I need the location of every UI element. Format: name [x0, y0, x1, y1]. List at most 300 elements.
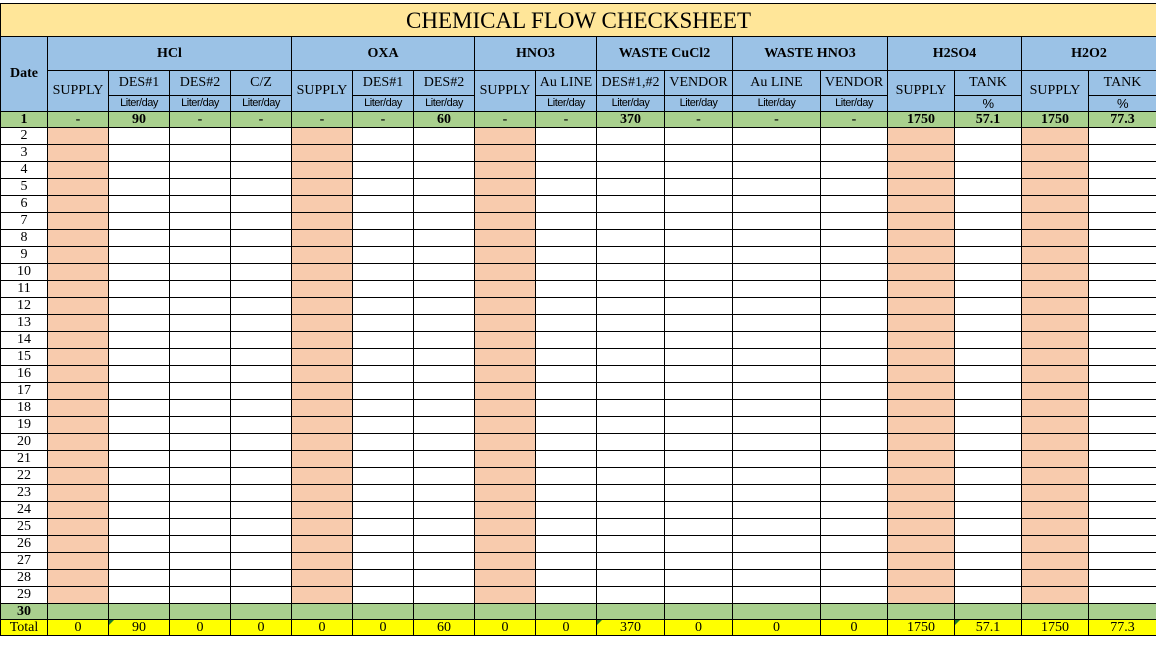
input-cell[interactable]	[414, 179, 475, 196]
supply-input-cell[interactable]	[1022, 162, 1089, 179]
input-cell[interactable]	[109, 349, 170, 366]
input-cell[interactable]	[170, 451, 231, 468]
supply-input-cell[interactable]	[475, 366, 536, 383]
input-cell[interactable]	[353, 196, 414, 213]
supply-input-cell[interactable]	[292, 502, 353, 519]
input-cell[interactable]	[536, 417, 597, 434]
input-cell[interactable]	[955, 128, 1022, 145]
supply-input-cell[interactable]	[888, 383, 955, 400]
supply-input-cell[interactable]	[1022, 502, 1089, 519]
input-cell[interactable]	[109, 298, 170, 315]
input-cell[interactable]	[733, 604, 821, 620]
supply-input-cell[interactable]	[292, 162, 353, 179]
input-cell[interactable]	[955, 536, 1022, 553]
input-cell[interactable]	[170, 604, 231, 620]
supply-input-cell[interactable]	[1022, 264, 1089, 281]
supply-input-cell[interactable]	[48, 230, 109, 247]
input-cell[interactable]	[109, 400, 170, 417]
input-cell[interactable]	[733, 349, 821, 366]
supply-input-cell[interactable]	[48, 298, 109, 315]
input-cell[interactable]	[1089, 264, 1156, 281]
input-cell[interactable]	[353, 536, 414, 553]
input-cell[interactable]	[597, 366, 665, 383]
input-cell[interactable]	[414, 128, 475, 145]
supply-input-cell[interactable]	[888, 247, 955, 264]
input-cell[interactable]	[353, 179, 414, 196]
input-cell[interactable]	[1089, 179, 1156, 196]
input-cell[interactable]	[955, 366, 1022, 383]
input-cell[interactable]	[536, 349, 597, 366]
input-cell[interactable]	[353, 570, 414, 587]
supply-input-cell[interactable]	[475, 417, 536, 434]
supply-input-cell[interactable]	[888, 196, 955, 213]
input-cell[interactable]	[109, 332, 170, 349]
input-cell[interactable]	[665, 417, 733, 434]
supply-input-cell[interactable]	[888, 366, 955, 383]
input-cell[interactable]	[733, 162, 821, 179]
input-cell[interactable]	[665, 383, 733, 400]
supply-input-cell[interactable]	[48, 519, 109, 536]
input-cell[interactable]	[597, 162, 665, 179]
input-cell[interactable]	[536, 400, 597, 417]
supply-input-cell[interactable]	[475, 536, 536, 553]
data-cell[interactable]: 1750	[1022, 112, 1089, 128]
supply-input-cell[interactable]	[1022, 536, 1089, 553]
supply-input-cell[interactable]	[1022, 281, 1089, 298]
input-cell[interactable]	[414, 468, 475, 485]
input-cell[interactable]	[231, 332, 292, 349]
supply-input-cell[interactable]	[1022, 315, 1089, 332]
input-cell[interactable]	[170, 366, 231, 383]
supply-input-cell[interactable]	[475, 298, 536, 315]
input-cell[interactable]	[170, 315, 231, 332]
supply-input-cell[interactable]	[292, 451, 353, 468]
input-cell[interactable]	[353, 247, 414, 264]
data-cell[interactable]: -	[353, 112, 414, 128]
data-cell[interactable]: -	[665, 112, 733, 128]
input-cell[interactable]	[170, 145, 231, 162]
input-cell[interactable]	[536, 145, 597, 162]
supply-input-cell[interactable]	[1022, 128, 1089, 145]
input-cell[interactable]	[955, 213, 1022, 230]
input-cell[interactable]	[665, 213, 733, 230]
input-cell[interactable]	[733, 417, 821, 434]
input-cell[interactable]	[665, 451, 733, 468]
input-cell[interactable]	[955, 349, 1022, 366]
input-cell[interactable]	[353, 230, 414, 247]
input-cell[interactable]	[1022, 604, 1089, 620]
supply-input-cell[interactable]	[48, 128, 109, 145]
input-cell[interactable]	[821, 349, 888, 366]
input-cell[interactable]	[665, 196, 733, 213]
input-cell[interactable]	[109, 230, 170, 247]
supply-input-cell[interactable]	[475, 213, 536, 230]
supply-input-cell[interactable]	[292, 213, 353, 230]
input-cell[interactable]	[821, 468, 888, 485]
supply-input-cell[interactable]	[475, 587, 536, 604]
input-cell[interactable]	[665, 434, 733, 451]
input-cell[interactable]	[733, 434, 821, 451]
supply-input-cell[interactable]	[475, 570, 536, 587]
input-cell[interactable]	[353, 213, 414, 230]
input-cell[interactable]	[1089, 451, 1156, 468]
input-cell[interactable]	[414, 145, 475, 162]
input-cell[interactable]	[821, 400, 888, 417]
input-cell[interactable]	[536, 213, 597, 230]
input-cell[interactable]	[414, 366, 475, 383]
supply-input-cell[interactable]	[1022, 247, 1089, 264]
input-cell[interactable]	[733, 298, 821, 315]
supply-input-cell[interactable]	[48, 315, 109, 332]
input-cell[interactable]	[414, 434, 475, 451]
input-cell[interactable]	[597, 417, 665, 434]
input-cell[interactable]	[536, 434, 597, 451]
input-cell[interactable]	[109, 519, 170, 536]
supply-input-cell[interactable]	[292, 417, 353, 434]
input-cell[interactable]	[955, 417, 1022, 434]
input-cell[interactable]	[353, 298, 414, 315]
input-cell[interactable]	[665, 264, 733, 281]
input-cell[interactable]	[597, 349, 665, 366]
supply-input-cell[interactable]	[48, 553, 109, 570]
supply-input-cell[interactable]	[1022, 451, 1089, 468]
input-cell[interactable]	[414, 315, 475, 332]
input-cell[interactable]	[597, 247, 665, 264]
input-cell[interactable]	[955, 434, 1022, 451]
input-cell[interactable]	[414, 570, 475, 587]
supply-input-cell[interactable]	[48, 434, 109, 451]
input-cell[interactable]	[1089, 417, 1156, 434]
input-cell[interactable]	[821, 247, 888, 264]
input-cell[interactable]	[665, 230, 733, 247]
input-cell[interactable]	[733, 383, 821, 400]
supply-input-cell[interactable]	[475, 383, 536, 400]
input-cell[interactable]	[733, 400, 821, 417]
input-cell[interactable]	[1089, 128, 1156, 145]
data-cell[interactable]: 60	[414, 112, 475, 128]
input-cell[interactable]	[597, 332, 665, 349]
input-cell[interactable]	[414, 281, 475, 298]
input-cell[interactable]	[955, 383, 1022, 400]
input-cell[interactable]	[109, 247, 170, 264]
input-cell[interactable]	[955, 485, 1022, 502]
input-cell[interactable]	[1089, 468, 1156, 485]
input-cell[interactable]	[231, 247, 292, 264]
input-cell[interactable]	[955, 587, 1022, 604]
supply-input-cell[interactable]	[48, 179, 109, 196]
supply-input-cell[interactable]	[1022, 383, 1089, 400]
input-cell[interactable]	[414, 400, 475, 417]
data-cell[interactable]: -	[475, 112, 536, 128]
data-cell[interactable]: 77.3	[1089, 112, 1156, 128]
input-cell[interactable]	[665, 162, 733, 179]
input-cell[interactable]	[1089, 145, 1156, 162]
input-cell[interactable]	[414, 383, 475, 400]
input-cell[interactable]	[1089, 434, 1156, 451]
supply-input-cell[interactable]	[292, 264, 353, 281]
input-cell[interactable]	[597, 587, 665, 604]
input-cell[interactable]	[414, 451, 475, 468]
input-cell[interactable]	[821, 434, 888, 451]
supply-input-cell[interactable]	[1022, 570, 1089, 587]
input-cell[interactable]	[353, 162, 414, 179]
input-cell[interactable]	[109, 587, 170, 604]
input-cell[interactable]	[170, 400, 231, 417]
input-cell[interactable]	[665, 179, 733, 196]
input-cell[interactable]	[733, 451, 821, 468]
input-cell[interactable]	[170, 383, 231, 400]
input-cell[interactable]	[109, 451, 170, 468]
input-cell[interactable]	[170, 553, 231, 570]
supply-input-cell[interactable]	[292, 468, 353, 485]
input-cell[interactable]	[414, 196, 475, 213]
data-cell[interactable]: 90	[109, 112, 170, 128]
supply-input-cell[interactable]	[888, 298, 955, 315]
input-cell[interactable]	[1089, 366, 1156, 383]
input-cell[interactable]	[1089, 570, 1156, 587]
input-cell[interactable]	[597, 553, 665, 570]
input-cell[interactable]	[231, 468, 292, 485]
supply-input-cell[interactable]	[888, 587, 955, 604]
supply-input-cell[interactable]	[888, 451, 955, 468]
input-cell[interactable]	[353, 553, 414, 570]
input-cell[interactable]	[597, 213, 665, 230]
supply-input-cell[interactable]	[888, 128, 955, 145]
supply-input-cell[interactable]	[888, 213, 955, 230]
supply-input-cell[interactable]	[48, 247, 109, 264]
input-cell[interactable]	[665, 536, 733, 553]
supply-input-cell[interactable]	[292, 145, 353, 162]
input-cell[interactable]	[665, 587, 733, 604]
supply-input-cell[interactable]	[475, 519, 536, 536]
supply-input-cell[interactable]	[48, 366, 109, 383]
input-cell[interactable]	[821, 179, 888, 196]
input-cell[interactable]	[353, 502, 414, 519]
input-cell[interactable]	[955, 230, 1022, 247]
input-cell[interactable]	[1089, 519, 1156, 536]
input-cell[interactable]	[48, 604, 109, 620]
input-cell[interactable]	[733, 179, 821, 196]
input-cell[interactable]	[536, 604, 597, 620]
input-cell[interactable]	[1089, 162, 1156, 179]
supply-input-cell[interactable]	[292, 349, 353, 366]
input-cell[interactable]	[1089, 196, 1156, 213]
input-cell[interactable]	[665, 332, 733, 349]
supply-input-cell[interactable]	[48, 468, 109, 485]
input-cell[interactable]	[170, 247, 231, 264]
input-cell[interactable]	[414, 298, 475, 315]
data-cell[interactable]: -	[48, 112, 109, 128]
input-cell[interactable]	[955, 162, 1022, 179]
input-cell[interactable]	[955, 519, 1022, 536]
supply-input-cell[interactable]	[1022, 434, 1089, 451]
input-cell[interactable]	[231, 162, 292, 179]
supply-input-cell[interactable]	[475, 349, 536, 366]
supply-input-cell[interactable]	[48, 502, 109, 519]
input-cell[interactable]	[353, 587, 414, 604]
supply-input-cell[interactable]	[888, 230, 955, 247]
supply-input-cell[interactable]	[1022, 145, 1089, 162]
data-cell[interactable]: -	[733, 112, 821, 128]
supply-input-cell[interactable]	[475, 145, 536, 162]
supply-input-cell[interactable]	[888, 315, 955, 332]
supply-input-cell[interactable]	[48, 587, 109, 604]
input-cell[interactable]	[109, 570, 170, 587]
input-cell[interactable]	[955, 400, 1022, 417]
input-cell[interactable]	[414, 162, 475, 179]
supply-input-cell[interactable]	[475, 400, 536, 417]
input-cell[interactable]	[1089, 536, 1156, 553]
supply-input-cell[interactable]	[292, 332, 353, 349]
input-cell[interactable]	[414, 264, 475, 281]
input-cell[interactable]	[231, 264, 292, 281]
input-cell[interactable]	[955, 179, 1022, 196]
supply-input-cell[interactable]	[888, 162, 955, 179]
input-cell[interactable]	[733, 128, 821, 145]
input-cell[interactable]	[231, 349, 292, 366]
input-cell[interactable]	[414, 604, 475, 620]
input-cell[interactable]	[597, 315, 665, 332]
input-cell[interactable]	[888, 604, 955, 620]
input-cell[interactable]	[414, 553, 475, 570]
supply-input-cell[interactable]	[888, 179, 955, 196]
supply-input-cell[interactable]	[475, 434, 536, 451]
input-cell[interactable]	[170, 519, 231, 536]
input-cell[interactable]	[353, 332, 414, 349]
input-cell[interactable]	[597, 434, 665, 451]
supply-input-cell[interactable]	[475, 162, 536, 179]
input-cell[interactable]	[665, 400, 733, 417]
input-cell[interactable]	[821, 230, 888, 247]
input-cell[interactable]	[170, 349, 231, 366]
input-cell[interactable]	[231, 417, 292, 434]
input-cell[interactable]	[353, 604, 414, 620]
input-cell[interactable]	[821, 604, 888, 620]
input-cell[interactable]	[109, 213, 170, 230]
supply-input-cell[interactable]	[48, 162, 109, 179]
supply-input-cell[interactable]	[1022, 587, 1089, 604]
input-cell[interactable]	[733, 213, 821, 230]
input-cell[interactable]	[109, 502, 170, 519]
input-cell[interactable]	[597, 196, 665, 213]
supply-input-cell[interactable]	[292, 247, 353, 264]
input-cell[interactable]	[821, 162, 888, 179]
input-cell[interactable]	[955, 196, 1022, 213]
input-cell[interactable]	[536, 264, 597, 281]
input-cell[interactable]	[733, 196, 821, 213]
input-cell[interactable]	[821, 451, 888, 468]
input-cell[interactable]	[821, 417, 888, 434]
input-cell[interactable]	[733, 145, 821, 162]
input-cell[interactable]	[170, 128, 231, 145]
input-cell[interactable]	[955, 570, 1022, 587]
input-cell[interactable]	[170, 332, 231, 349]
supply-input-cell[interactable]	[48, 196, 109, 213]
input-cell[interactable]	[414, 349, 475, 366]
input-cell[interactable]	[597, 536, 665, 553]
supply-input-cell[interactable]	[1022, 417, 1089, 434]
input-cell[interactable]	[170, 468, 231, 485]
supply-input-cell[interactable]	[48, 536, 109, 553]
input-cell[interactable]	[109, 604, 170, 620]
input-cell[interactable]	[665, 298, 733, 315]
input-cell[interactable]	[536, 230, 597, 247]
input-cell[interactable]	[821, 315, 888, 332]
input-cell[interactable]	[414, 519, 475, 536]
data-cell[interactable]: 57.1	[955, 112, 1022, 128]
input-cell[interactable]	[109, 315, 170, 332]
supply-input-cell[interactable]	[48, 213, 109, 230]
input-cell[interactable]	[665, 604, 733, 620]
input-cell[interactable]	[414, 485, 475, 502]
input-cell[interactable]	[231, 400, 292, 417]
input-cell[interactable]	[170, 230, 231, 247]
input-cell[interactable]	[231, 128, 292, 145]
input-cell[interactable]	[1089, 247, 1156, 264]
input-cell[interactable]	[170, 417, 231, 434]
input-cell[interactable]	[109, 128, 170, 145]
input-cell[interactable]	[821, 298, 888, 315]
supply-input-cell[interactable]	[475, 230, 536, 247]
input-cell[interactable]	[231, 519, 292, 536]
input-cell[interactable]	[733, 281, 821, 298]
input-cell[interactable]	[170, 502, 231, 519]
input-cell[interactable]	[821, 587, 888, 604]
input-cell[interactable]	[955, 553, 1022, 570]
supply-input-cell[interactable]	[48, 281, 109, 298]
supply-input-cell[interactable]	[292, 570, 353, 587]
input-cell[interactable]	[231, 179, 292, 196]
input-cell[interactable]	[353, 434, 414, 451]
input-cell[interactable]	[665, 570, 733, 587]
supply-input-cell[interactable]	[888, 536, 955, 553]
supply-input-cell[interactable]	[48, 145, 109, 162]
input-cell[interactable]	[231, 553, 292, 570]
input-cell[interactable]	[536, 587, 597, 604]
input-cell[interactable]	[665, 315, 733, 332]
input-cell[interactable]	[231, 587, 292, 604]
input-cell[interactable]	[414, 587, 475, 604]
input-cell[interactable]	[733, 264, 821, 281]
input-cell[interactable]	[414, 230, 475, 247]
input-cell[interactable]	[353, 383, 414, 400]
input-cell[interactable]	[1089, 587, 1156, 604]
input-cell[interactable]	[1089, 213, 1156, 230]
input-cell[interactable]	[665, 468, 733, 485]
input-cell[interactable]	[1089, 298, 1156, 315]
input-cell[interactable]	[109, 434, 170, 451]
input-cell[interactable]	[414, 417, 475, 434]
input-cell[interactable]	[109, 417, 170, 434]
input-cell[interactable]	[536, 162, 597, 179]
input-cell[interactable]	[665, 519, 733, 536]
input-cell[interactable]	[109, 553, 170, 570]
input-cell[interactable]	[536, 332, 597, 349]
input-cell[interactable]	[109, 264, 170, 281]
input-cell[interactable]	[597, 128, 665, 145]
input-cell[interactable]	[109, 162, 170, 179]
input-cell[interactable]	[353, 349, 414, 366]
input-cell[interactable]	[109, 485, 170, 502]
input-cell[interactable]	[665, 553, 733, 570]
input-cell[interactable]	[955, 264, 1022, 281]
input-cell[interactable]	[231, 315, 292, 332]
input-cell[interactable]	[955, 281, 1022, 298]
input-cell[interactable]	[733, 587, 821, 604]
input-cell[interactable]	[955, 468, 1022, 485]
input-cell[interactable]	[1089, 604, 1156, 620]
supply-input-cell[interactable]	[475, 502, 536, 519]
